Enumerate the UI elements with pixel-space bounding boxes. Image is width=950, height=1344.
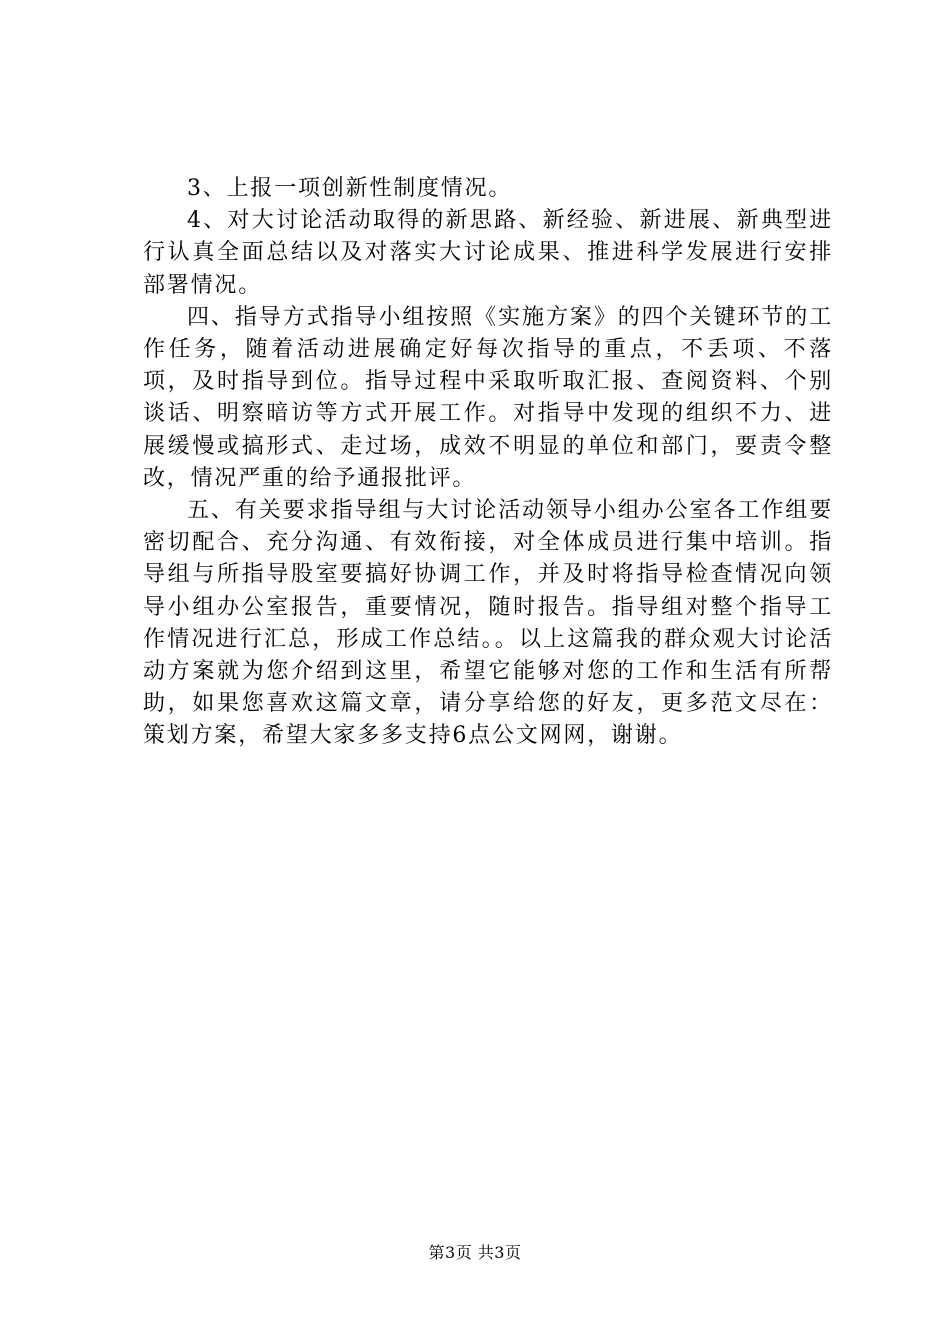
paragraph-requirements: 五、有关要求指导组与大讨论活动领导小组办公室各工作组要密切配合、充分沟通、有效衔接，对全体成员进行集中培训。指导组与所指导股室要搞好协调工作，并及时将指导检查情况向领导小组办公室报告，重要情况，随时报告。指导组对整个指导工作情况进行汇总，形成工作总结。。以上这篇我的群众观大讨论活动方案就为您介绍到这里，希望它能够对您的工作和生活有所帮助，如果您喜欢这篇文章，请分享给您的好友，更多范文尽在：策划方案，希望大家多多支持6点公文网网，谢谢。 [143,498,833,749]
paragraph-item-4: 4、对大讨论活动取得的新思路、新经验、新进展、新典型进行认真全面总结以及对落实大讨论成果、推进科学发展进行安排部署情况。 [143,208,833,298]
document-body [143,173,833,753]
paragraph-item-3: 3、上报一项创新性制度情况。 [187,176,513,201]
page-number-footer: 第3页 共3页 [428,1243,522,1262]
paragraph-guidance-method: 四、指导方式指导小组按照《实施方案》的四个关键环节的工作任务，随着活动进展确定好每次指导的重点，不丢项、不落项，及时指导到位。指导过程中采取听取汇报、查阅资料、个别谈话、明察暗访等方式开展工作。对指导中发现的组织不力、进展缓慢或搞形式、走过场，成效不明显的单位和部门，要责令整改，情况严重的给予通报批评。 [143,304,833,491]
